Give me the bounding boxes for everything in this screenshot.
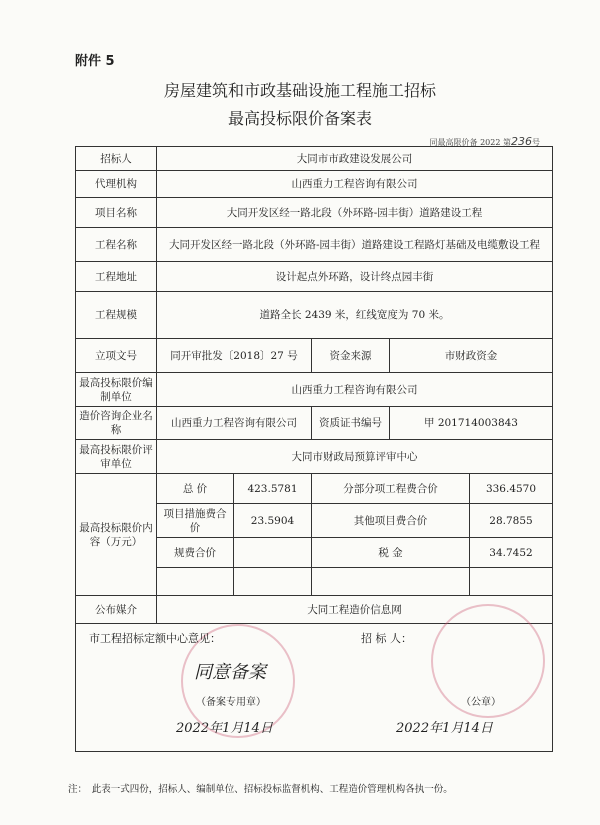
approval-stamp: 同意备案 [194,662,266,683]
table-row [76,198,553,228]
other-label: 其他项目费合价 [312,504,470,538]
tenderer-label: 招标人 [76,147,157,171]
left-sign-label: 市工程招标定额中心意见： [89,632,221,645]
total-value: 423.5781 [234,474,312,504]
consult-value: 山西重力工程咨询有限公司 [157,407,312,440]
table-row [76,228,553,262]
empty-cell [234,568,312,596]
left-seal-note: （备案专用章） [196,697,266,708]
fees-value [234,538,312,568]
right-date: 2022年1月14日 [396,721,493,736]
sub-label: 分部分项工程费合价 [312,474,470,504]
table-row [76,292,553,339]
footnote: 注： 此表一式四份，招标人、编制单位、招标投标监督机构、工程造价管理机构各执一份。 [68,784,453,795]
tenderer-value: 大同市市政建设发展公司 [157,147,553,171]
review-value: 大同市财政局预算评审中心 [157,440,553,474]
other-value: 28.7855 [470,504,553,538]
cert-value: 甲 201714003843 [390,407,553,440]
signature-row [76,624,553,752]
review-label: 最高投标限价评审单位 [76,440,157,474]
tax-value: 34.7452 [470,538,553,568]
address-value: 设计起点外环路，设计终点园丰街 [157,262,553,292]
page-title: 房屋建筑和市政基础设施工程施工招标 [163,81,436,100]
agency-value: 山西重力工程咨询有限公司 [157,171,553,198]
approval-label: 立项文号 [76,339,157,373]
signature-cell [76,624,553,752]
record-suffix: 号 [532,138,540,147]
empty-cell [157,568,234,596]
agency-label: 代理机构 [76,171,157,198]
table-row [76,339,553,373]
table-row [76,147,553,171]
table-row [76,171,553,198]
empty-cell [312,568,470,596]
fund-label: 资金来源 [312,339,390,373]
engineering-label: 工程名称 [76,228,157,262]
project-value: 大同开发区经一路北段（外环路-园丰街）道路建设工程 [157,198,553,228]
content-label: 最高投标限价内容（万元） [76,474,157,596]
consult-label: 造价咨询企业名称 [76,407,157,440]
page-subtitle: 最高投标限价备案表 [227,109,372,128]
empty-cell [470,568,553,596]
left-date: 2022年1月14日 [176,721,273,736]
engineering-value: 大同开发区经一路北段（外环路-园丰街）道路建设工程路灯基础及电缆敷设工程 [157,228,553,262]
project-label: 项目名称 [76,198,157,228]
scale-value: 道路全长 2439 米，红线宽度为 70 米。 [157,292,553,339]
scale-label: 工程规模 [76,292,157,339]
record-table [75,146,553,752]
table-row [76,262,553,292]
table-row [76,373,553,407]
table-row [76,440,553,474]
media-value: 大同工程造价信息网 [157,596,553,624]
record-number-value: 236 [511,135,532,148]
address-label: 工程地址 [76,262,157,292]
approval-value: 同开审批发〔2018〕27 号 [157,339,312,373]
right-sign-label: 招 标 人： [361,632,412,645]
record-prefix: 同最高限价备 2022 第 [429,138,511,147]
total-label: 总 价 [157,474,234,504]
measures-value: 23.5904 [234,504,312,538]
table-row [76,407,553,440]
table-row [76,474,553,504]
tax-label: 税 金 [312,538,470,568]
right-seal-note: （公章） [461,697,501,708]
sub-value: 336.4570 [470,474,553,504]
cert-label: 资质证书编号 [312,407,390,440]
annex-label: 附件 5 [75,54,115,69]
compiler-label: 最高投标限价编制单位 [76,373,157,407]
measures-label: 项目措施费合价 [157,504,234,538]
fees-label: 规费合价 [157,538,234,568]
fund-value: 市财政资金 [390,339,553,373]
compiler-value: 山西重力工程咨询有限公司 [157,373,553,407]
media-label: 公布媒介 [76,596,157,624]
